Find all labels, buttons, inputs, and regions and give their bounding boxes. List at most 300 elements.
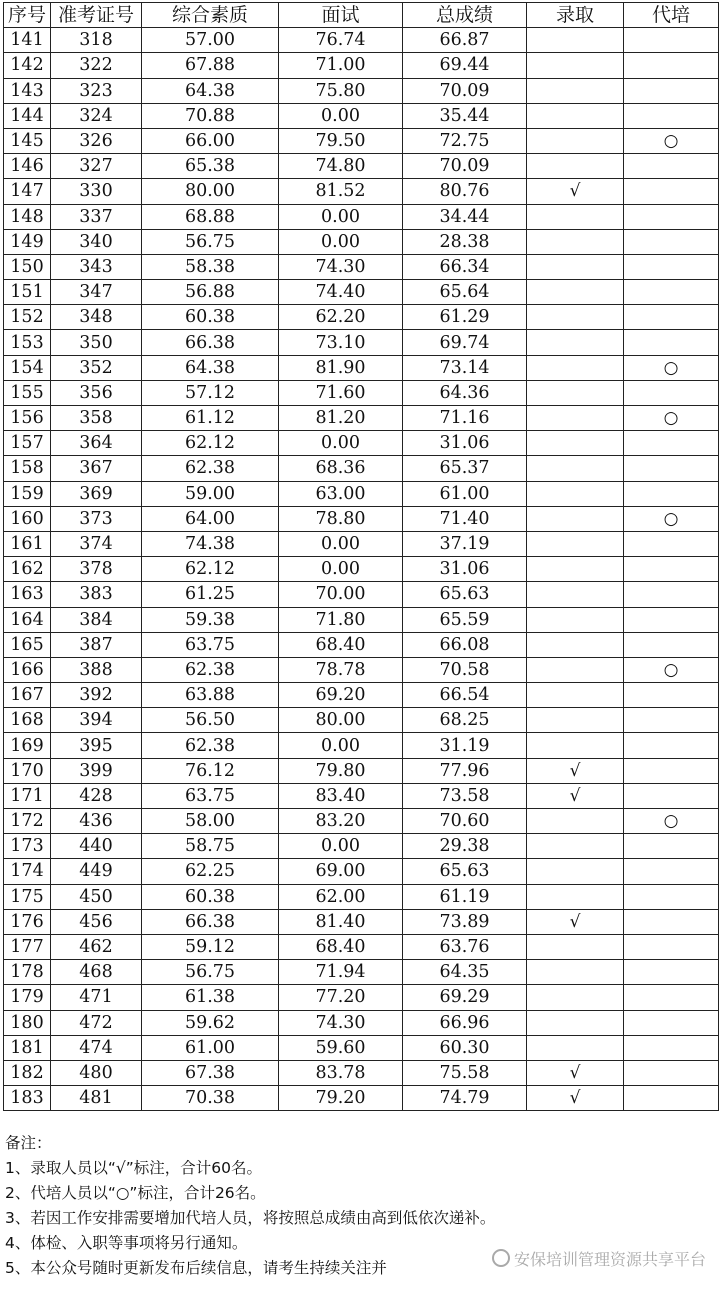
table-row bbox=[4, 557, 719, 582]
total-score-cell: 61.19 bbox=[403, 884, 527, 909]
interview-cell: 73.10 bbox=[279, 330, 403, 355]
total-score-cell: 31.06 bbox=[403, 431, 527, 456]
sponsored-mark bbox=[624, 431, 719, 456]
table-row bbox=[4, 809, 719, 834]
interview-cell: 74.40 bbox=[279, 280, 403, 305]
interview-cell: 71.60 bbox=[279, 380, 403, 405]
admitted-mark bbox=[527, 1010, 624, 1035]
overall-quality-cell: 56.75 bbox=[142, 960, 279, 985]
sponsored-mark bbox=[624, 909, 719, 934]
admitted-mark: √ bbox=[527, 179, 624, 204]
seq-cell: 155 bbox=[4, 380, 51, 405]
exam-id-cell: 330 bbox=[51, 179, 142, 204]
table-row bbox=[4, 380, 719, 405]
sponsored-mark bbox=[624, 708, 719, 733]
note-line: 3、若因工作安排需要增加代培人员，将按照总成绩由高到低依次递补。 bbox=[5, 1209, 496, 1227]
admitted-mark bbox=[527, 834, 624, 859]
table-row bbox=[4, 229, 719, 254]
sponsored-mark bbox=[624, 305, 719, 330]
overall-quality-cell: 76.12 bbox=[142, 758, 279, 783]
total-score-cell: 66.08 bbox=[403, 632, 527, 657]
interview-cell: 83.20 bbox=[279, 809, 403, 834]
interview-cell: 75.80 bbox=[279, 78, 403, 103]
exam-id-cell: 387 bbox=[51, 632, 142, 657]
seq-cell: 171 bbox=[4, 783, 51, 808]
total-score-cell: 74.79 bbox=[403, 1086, 527, 1111]
table-row bbox=[4, 254, 719, 279]
interview-cell: 0.00 bbox=[279, 431, 403, 456]
table-row bbox=[4, 859, 719, 884]
overall-quality-cell: 64.38 bbox=[142, 78, 279, 103]
sponsored-training-header: 代培 bbox=[624, 3, 719, 28]
overall-quality-cell: 66.00 bbox=[142, 128, 279, 153]
table-header-row bbox=[4, 3, 719, 28]
overall-quality-cell: 58.00 bbox=[142, 809, 279, 834]
interview-cell: 76.74 bbox=[279, 28, 403, 53]
exam-id-cell: 324 bbox=[51, 103, 142, 128]
sponsored-mark bbox=[624, 985, 719, 1010]
notes-title: 备注： bbox=[5, 1134, 52, 1152]
sponsored-mark bbox=[624, 733, 719, 758]
exam-id-cell: 350 bbox=[51, 330, 142, 355]
sponsored-mark bbox=[624, 481, 719, 506]
table-row bbox=[4, 708, 719, 733]
seq-cell: 182 bbox=[4, 1060, 51, 1085]
interview-cell: 68.36 bbox=[279, 456, 403, 481]
sponsored-mark bbox=[624, 632, 719, 657]
overall-quality-cell: 67.88 bbox=[142, 53, 279, 78]
seq-cell: 166 bbox=[4, 657, 51, 682]
total-score-cell: 61.00 bbox=[403, 481, 527, 506]
exam-id-cell: 480 bbox=[51, 1060, 142, 1085]
interview-cell: 81.90 bbox=[279, 355, 403, 380]
sponsored-mark bbox=[624, 103, 719, 128]
overall-quality-cell: 62.25 bbox=[142, 859, 279, 884]
table-row bbox=[4, 456, 719, 481]
total-score-cell: 28.38 bbox=[403, 229, 527, 254]
interview-cell: 68.40 bbox=[279, 934, 403, 959]
seq-cell: 152 bbox=[4, 305, 51, 330]
seq-cell: 161 bbox=[4, 531, 51, 556]
sponsored-mark bbox=[624, 884, 719, 909]
overall-quality-cell: 63.75 bbox=[142, 783, 279, 808]
exam-id-cell: 468 bbox=[51, 960, 142, 985]
table-row bbox=[4, 78, 719, 103]
exam-id-cell: 392 bbox=[51, 683, 142, 708]
admitted-mark bbox=[527, 103, 624, 128]
total-score-cell: 64.36 bbox=[403, 380, 527, 405]
overall-quality-cell: 63.88 bbox=[142, 683, 279, 708]
total-score-cell: 31.06 bbox=[403, 557, 527, 582]
exam-id-cell: 472 bbox=[51, 1010, 142, 1035]
admitted-mark bbox=[527, 280, 624, 305]
seq-cell: 142 bbox=[4, 53, 51, 78]
interview-cell: 74.30 bbox=[279, 1010, 403, 1035]
total-score-cell: 29.38 bbox=[403, 834, 527, 859]
total-score-cell: 72.75 bbox=[403, 128, 527, 153]
sponsored-mark bbox=[624, 557, 719, 582]
overall-quality-cell: 64.00 bbox=[142, 506, 279, 531]
seq-cell: 149 bbox=[4, 229, 51, 254]
total-score-cell: 65.63 bbox=[403, 582, 527, 607]
overall-quality-cell: 56.75 bbox=[142, 229, 279, 254]
table-row bbox=[4, 657, 719, 682]
admitted-mark bbox=[527, 431, 624, 456]
total-score-cell: 66.54 bbox=[403, 683, 527, 708]
note-line: 4、体检、入职等事项将另行通知。 bbox=[5, 1234, 248, 1252]
overall-quality-cell: 61.00 bbox=[142, 1035, 279, 1060]
total-score-cell: 63.76 bbox=[403, 934, 527, 959]
interview-cell: 0.00 bbox=[279, 834, 403, 859]
interview-cell: 59.60 bbox=[279, 1035, 403, 1060]
table-row bbox=[4, 531, 719, 556]
note-line: 1、录取人员以“√”标注，合计60名。 bbox=[5, 1159, 263, 1177]
seq-cell: 173 bbox=[4, 834, 51, 859]
exam-id-cell: 364 bbox=[51, 431, 142, 456]
sponsored-mark bbox=[624, 859, 719, 884]
seq-cell: 168 bbox=[4, 708, 51, 733]
seq-cell: 164 bbox=[4, 607, 51, 632]
table-row bbox=[4, 481, 719, 506]
overall-quality-cell: 59.62 bbox=[142, 1010, 279, 1035]
exam-id-cell: 356 bbox=[51, 380, 142, 405]
exam-id-cell: 428 bbox=[51, 783, 142, 808]
admitted-mark bbox=[527, 884, 624, 909]
total-score-cell: 73.58 bbox=[403, 783, 527, 808]
table-row bbox=[4, 1086, 719, 1111]
interview-cell: 71.80 bbox=[279, 607, 403, 632]
table-body bbox=[4, 28, 719, 1111]
overall-quality-cell: 61.12 bbox=[142, 406, 279, 431]
table-row bbox=[4, 431, 719, 456]
table-row bbox=[4, 406, 719, 431]
seq-cell: 148 bbox=[4, 204, 51, 229]
table-row bbox=[4, 582, 719, 607]
overall-quality-cell: 68.88 bbox=[142, 204, 279, 229]
total-score-cell: 75.58 bbox=[403, 1060, 527, 1085]
total-score-cell: 68.25 bbox=[403, 708, 527, 733]
exam-id-cell: 373 bbox=[51, 506, 142, 531]
exam-id-cell: 481 bbox=[51, 1086, 142, 1111]
table-row bbox=[4, 28, 719, 53]
interview-cell: 81.52 bbox=[279, 179, 403, 204]
exam-id-cell: 436 bbox=[51, 809, 142, 834]
sponsored-mark bbox=[624, 758, 719, 783]
sponsored-mark bbox=[624, 531, 719, 556]
admitted-mark bbox=[527, 708, 624, 733]
sponsored-mark bbox=[624, 1035, 719, 1060]
seq-cell: 181 bbox=[4, 1035, 51, 1060]
exam-id-cell: 352 bbox=[51, 355, 142, 380]
seq-cell: 145 bbox=[4, 128, 51, 153]
overall-quality-cell: 57.12 bbox=[142, 380, 279, 405]
admitted-mark bbox=[527, 657, 624, 682]
admitted-mark: √ bbox=[527, 1060, 624, 1085]
total-score-cell: 34.44 bbox=[403, 204, 527, 229]
exam-id-cell: 388 bbox=[51, 657, 142, 682]
admitted-mark bbox=[527, 531, 624, 556]
overall-quality-cell: 62.12 bbox=[142, 431, 279, 456]
sponsored-mark bbox=[624, 1010, 719, 1035]
table-row bbox=[4, 632, 719, 657]
sponsored-mark bbox=[624, 204, 719, 229]
seq-cell: 154 bbox=[4, 355, 51, 380]
interview-header: 面试 bbox=[279, 3, 403, 28]
sponsored-mark bbox=[624, 834, 719, 859]
admitted-mark bbox=[527, 683, 624, 708]
table-row bbox=[4, 783, 719, 808]
overall-quality-cell: 62.38 bbox=[142, 733, 279, 758]
seq-cell: 183 bbox=[4, 1086, 51, 1111]
interview-cell: 83.78 bbox=[279, 1060, 403, 1085]
overall-quality-cell: 74.38 bbox=[142, 531, 279, 556]
table-row bbox=[4, 985, 719, 1010]
overall-quality-cell: 66.38 bbox=[142, 909, 279, 934]
interview-cell: 62.00 bbox=[279, 884, 403, 909]
sponsored-mark bbox=[624, 1086, 719, 1111]
total-score-cell: 65.63 bbox=[403, 859, 527, 884]
exam-id-cell: 471 bbox=[51, 985, 142, 1010]
interview-cell: 68.40 bbox=[279, 632, 403, 657]
admitted-mark: √ bbox=[527, 783, 624, 808]
exam-id-header: 准考证号 bbox=[51, 3, 142, 28]
interview-cell: 71.00 bbox=[279, 53, 403, 78]
interview-cell: 63.00 bbox=[279, 481, 403, 506]
total-score-cell: 70.09 bbox=[403, 78, 527, 103]
exam-id-cell: 318 bbox=[51, 28, 142, 53]
table-row bbox=[4, 834, 719, 859]
interview-cell: 81.40 bbox=[279, 909, 403, 934]
sponsored-mark bbox=[624, 28, 719, 53]
interview-cell: 74.30 bbox=[279, 254, 403, 279]
exam-id-cell: 462 bbox=[51, 934, 142, 959]
exam-id-cell: 378 bbox=[51, 557, 142, 582]
seq-cell: 147 bbox=[4, 179, 51, 204]
exam-id-cell: 383 bbox=[51, 582, 142, 607]
score-table bbox=[3, 2, 719, 1111]
sponsored-mark: ○ bbox=[624, 128, 719, 153]
total-score-cell: 66.96 bbox=[403, 1010, 527, 1035]
sponsored-mark: ○ bbox=[624, 355, 719, 380]
admitted-mark bbox=[527, 607, 624, 632]
admitted-mark bbox=[527, 128, 624, 153]
interview-cell: 81.20 bbox=[279, 406, 403, 431]
seq-cell: 144 bbox=[4, 103, 51, 128]
sponsored-mark: ○ bbox=[624, 809, 719, 834]
note-line: 5、本公众号随时更新发布后续信息，请考生持续关注并 bbox=[5, 1259, 387, 1277]
interview-cell: 0.00 bbox=[279, 733, 403, 758]
total-score-cell: 80.76 bbox=[403, 179, 527, 204]
watermark-text: 安保培训管理资源共享平台 bbox=[513, 1250, 706, 1269]
exam-id-cell: 399 bbox=[51, 758, 142, 783]
admitted-mark: √ bbox=[527, 758, 624, 783]
admitted-mark bbox=[527, 204, 624, 229]
overall-quality-cell: 58.75 bbox=[142, 834, 279, 859]
overall-quality-cell: 60.38 bbox=[142, 305, 279, 330]
sponsored-mark bbox=[624, 254, 719, 279]
seq-cell: 146 bbox=[4, 154, 51, 179]
total-score-cell: 31.19 bbox=[403, 733, 527, 758]
exam-id-cell: 358 bbox=[51, 406, 142, 431]
interview-cell: 79.50 bbox=[279, 128, 403, 153]
exam-id-cell: 450 bbox=[51, 884, 142, 909]
overall-quality-cell: 63.75 bbox=[142, 632, 279, 657]
overall-quality-cell: 80.00 bbox=[142, 179, 279, 204]
overall-quality-cell: 62.38 bbox=[142, 456, 279, 481]
seq-cell: 151 bbox=[4, 280, 51, 305]
admitted-mark bbox=[527, 960, 624, 985]
total-score-cell: 60.30 bbox=[403, 1035, 527, 1060]
exam-id-cell: 348 bbox=[51, 305, 142, 330]
exam-id-cell: 343 bbox=[51, 254, 142, 279]
exam-id-cell: 395 bbox=[51, 733, 142, 758]
total-score-cell: 66.87 bbox=[403, 28, 527, 53]
sponsored-mark bbox=[624, 1060, 719, 1085]
seq-header: 序号 bbox=[4, 3, 51, 28]
seq-cell: 175 bbox=[4, 884, 51, 909]
admitted-mark bbox=[527, 406, 624, 431]
interview-cell: 69.00 bbox=[279, 859, 403, 884]
admitted-mark bbox=[527, 78, 624, 103]
admitted-mark bbox=[527, 1035, 624, 1060]
seq-cell: 159 bbox=[4, 481, 51, 506]
total-score-cell: 65.37 bbox=[403, 456, 527, 481]
table-row bbox=[4, 53, 719, 78]
overall-quality-cell: 56.88 bbox=[142, 280, 279, 305]
sponsored-mark bbox=[624, 78, 719, 103]
table-row bbox=[4, 960, 719, 985]
exam-id-cell: 384 bbox=[51, 607, 142, 632]
overall-quality-cell: 59.12 bbox=[142, 934, 279, 959]
table-row bbox=[4, 355, 719, 380]
admitted-mark bbox=[527, 154, 624, 179]
table-row bbox=[4, 1060, 719, 1085]
sponsored-mark bbox=[624, 607, 719, 632]
total-score-cell: 66.34 bbox=[403, 254, 527, 279]
seq-cell: 180 bbox=[4, 1010, 51, 1035]
interview-cell: 0.00 bbox=[279, 531, 403, 556]
table-row bbox=[4, 128, 719, 153]
interview-cell: 70.00 bbox=[279, 582, 403, 607]
sponsored-mark bbox=[624, 154, 719, 179]
sponsored-mark bbox=[624, 179, 719, 204]
total-score-cell: 70.09 bbox=[403, 154, 527, 179]
seq-cell: 158 bbox=[4, 456, 51, 481]
exam-id-cell: 449 bbox=[51, 859, 142, 884]
total-score-cell: 69.29 bbox=[403, 985, 527, 1010]
exam-id-cell: 394 bbox=[51, 708, 142, 733]
table-row bbox=[4, 506, 719, 531]
overall-quality-cell: 61.38 bbox=[142, 985, 279, 1010]
seq-cell: 165 bbox=[4, 632, 51, 657]
seq-cell: 178 bbox=[4, 960, 51, 985]
table-row bbox=[4, 330, 719, 355]
exam-id-cell: 323 bbox=[51, 78, 142, 103]
interview-cell: 79.20 bbox=[279, 1086, 403, 1111]
admitted-mark bbox=[527, 456, 624, 481]
interview-cell: 69.20 bbox=[279, 683, 403, 708]
total-score-cell: 61.29 bbox=[403, 305, 527, 330]
seq-cell: 160 bbox=[4, 506, 51, 531]
seq-cell: 162 bbox=[4, 557, 51, 582]
seq-cell: 167 bbox=[4, 683, 51, 708]
note-line: 2、代培人员以“○”标注，合计26名。 bbox=[5, 1184, 266, 1202]
admitted-mark bbox=[527, 305, 624, 330]
admitted-mark bbox=[527, 481, 624, 506]
sponsored-mark bbox=[624, 934, 719, 959]
sponsored-mark bbox=[624, 783, 719, 808]
admitted-mark bbox=[527, 985, 624, 1010]
exam-id-cell: 322 bbox=[51, 53, 142, 78]
total-score-cell: 69.74 bbox=[403, 330, 527, 355]
overall-quality-cell: 67.38 bbox=[142, 1060, 279, 1085]
table-row bbox=[4, 934, 719, 959]
seq-cell: 143 bbox=[4, 78, 51, 103]
table-row bbox=[4, 280, 719, 305]
total-score-cell: 71.16 bbox=[403, 406, 527, 431]
seq-cell: 156 bbox=[4, 406, 51, 431]
interview-cell: 78.80 bbox=[279, 506, 403, 531]
exam-id-cell: 456 bbox=[51, 909, 142, 934]
seq-cell: 177 bbox=[4, 934, 51, 959]
total-score-cell: 69.44 bbox=[403, 53, 527, 78]
admitted-mark bbox=[527, 53, 624, 78]
total-score-cell: 65.59 bbox=[403, 607, 527, 632]
table-row bbox=[4, 1035, 719, 1060]
admitted-mark bbox=[527, 254, 624, 279]
overall-quality-cell: 66.38 bbox=[142, 330, 279, 355]
admitted-mark bbox=[527, 229, 624, 254]
admitted-mark bbox=[527, 809, 624, 834]
table-row bbox=[4, 1010, 719, 1035]
overall-quality-cell: 59.00 bbox=[142, 481, 279, 506]
overall-quality-cell: 70.38 bbox=[142, 1086, 279, 1111]
seq-cell: 179 bbox=[4, 985, 51, 1010]
exam-id-cell: 374 bbox=[51, 531, 142, 556]
exam-id-cell: 347 bbox=[51, 280, 142, 305]
watermark bbox=[492, 1247, 706, 1270]
total-score-cell: 73.89 bbox=[403, 909, 527, 934]
overall-quality-cell: 62.12 bbox=[142, 557, 279, 582]
total-score-cell: 64.35 bbox=[403, 960, 527, 985]
total-score-cell: 65.64 bbox=[403, 280, 527, 305]
sponsored-mark bbox=[624, 683, 719, 708]
exam-id-cell: 474 bbox=[51, 1035, 142, 1060]
sponsored-mark bbox=[624, 53, 719, 78]
admitted-mark bbox=[527, 380, 624, 405]
sponsored-mark: ○ bbox=[624, 406, 719, 431]
overall-quality-header: 综合素质 bbox=[142, 3, 279, 28]
table-row bbox=[4, 179, 719, 204]
admitted-mark bbox=[527, 582, 624, 607]
exam-id-cell: 440 bbox=[51, 834, 142, 859]
admitted-mark bbox=[527, 557, 624, 582]
admitted-mark bbox=[527, 733, 624, 758]
seq-cell: 169 bbox=[4, 733, 51, 758]
sponsored-mark bbox=[624, 380, 719, 405]
table-row bbox=[4, 758, 719, 783]
overall-quality-cell: 62.38 bbox=[142, 657, 279, 682]
total-score-cell: 77.96 bbox=[403, 758, 527, 783]
exam-id-cell: 367 bbox=[51, 456, 142, 481]
interview-cell: 83.40 bbox=[279, 783, 403, 808]
table-row bbox=[4, 909, 719, 934]
overall-quality-cell: 58.38 bbox=[142, 254, 279, 279]
overall-quality-cell: 57.00 bbox=[142, 28, 279, 53]
interview-cell: 79.80 bbox=[279, 758, 403, 783]
interview-cell: 74.80 bbox=[279, 154, 403, 179]
interview-cell: 0.00 bbox=[279, 204, 403, 229]
